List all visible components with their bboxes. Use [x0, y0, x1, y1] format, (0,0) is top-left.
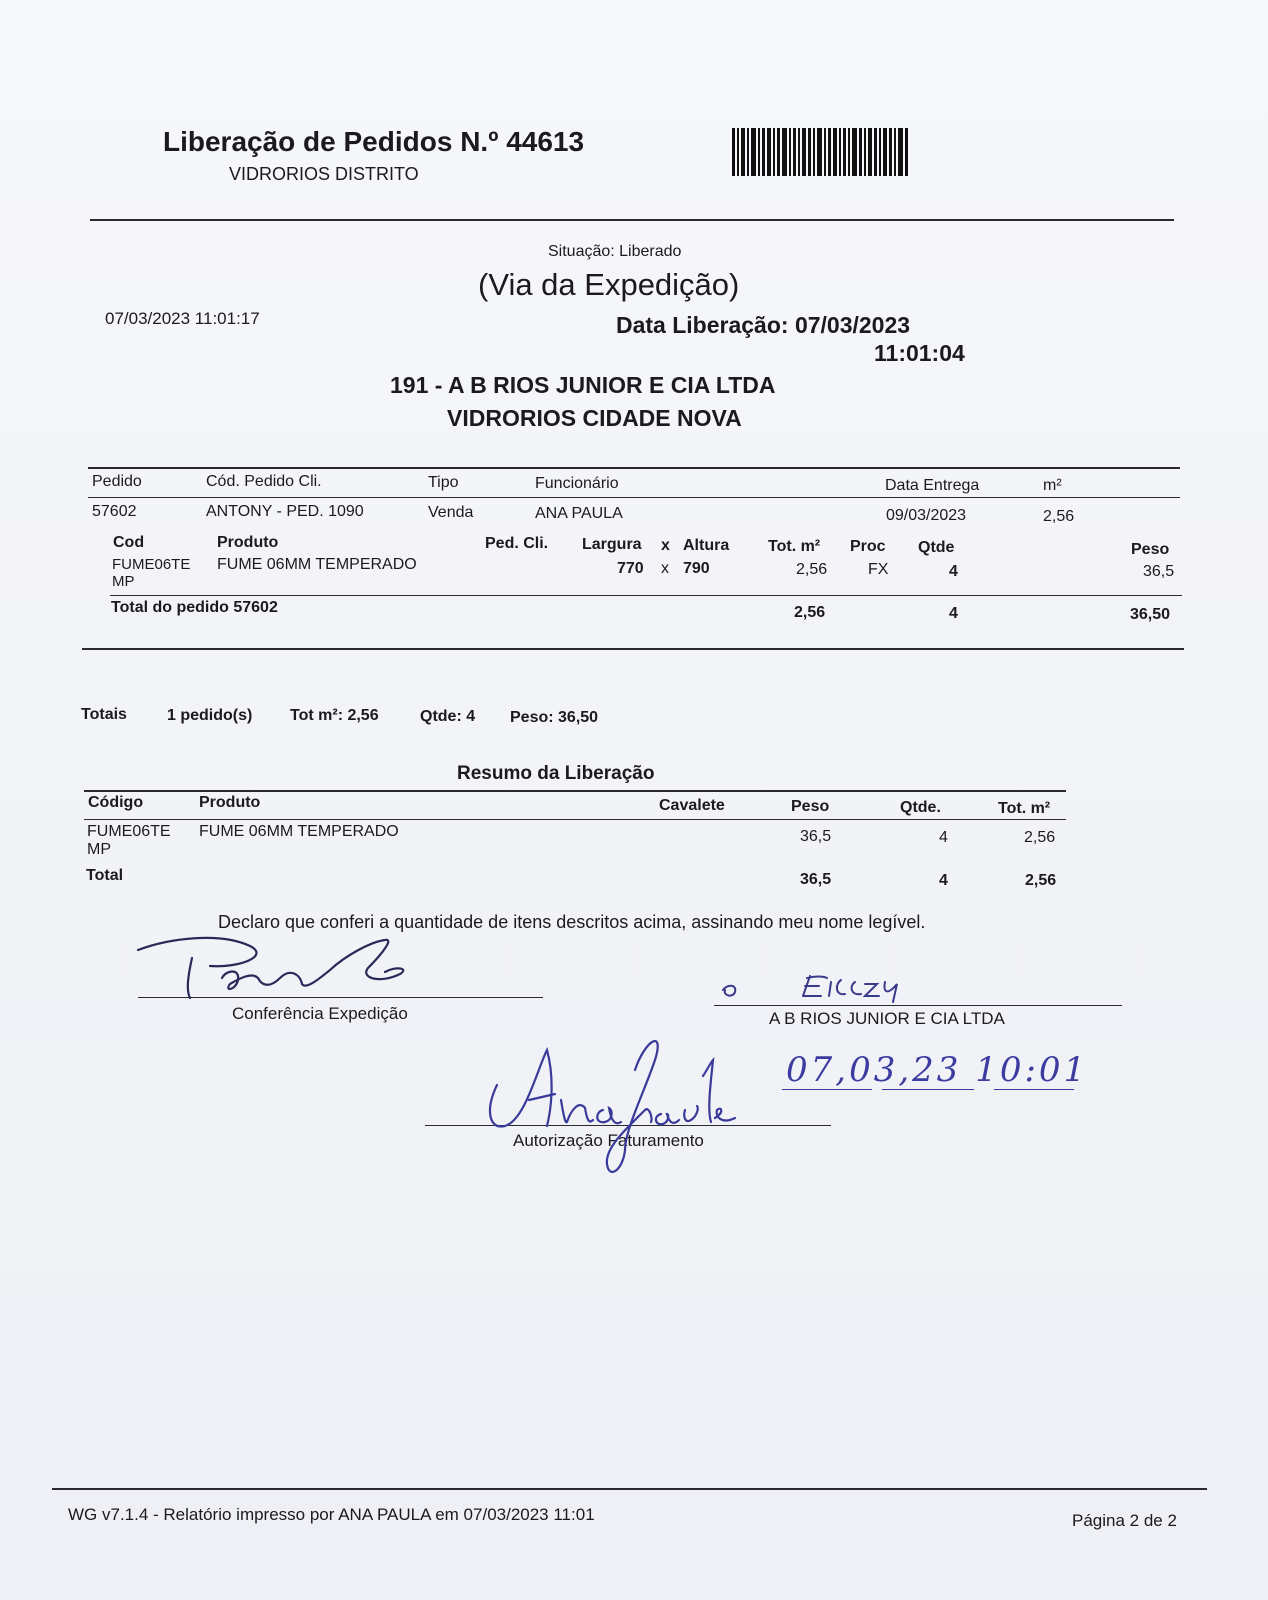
order-m2: 2,56 [1043, 508, 1075, 525]
item-largura: 770 [617, 560, 644, 577]
resumo-title: Resumo da Liberação [457, 763, 655, 784]
item-col-tot-m2: Tot. m² [768, 538, 821, 555]
document-title: Liberação de Pedidos N.º 44613 [163, 126, 585, 157]
totais-pedidos: 1 pedido(s) [167, 707, 253, 724]
footer-report-info: WG v7.1.4 - Relatório impresso por ANA PAULA em 07/03/2023 11:01 [68, 1505, 595, 1524]
order-table-header-rule [88, 497, 1180, 498]
col-cod-pedido-cli: Cód. Pedido Cli. [206, 473, 322, 490]
item-total-rule [110, 595, 1182, 596]
handwritten-signature-cliente [715, 968, 965, 1004]
order-funcionario: ANA PAULA [535, 505, 623, 522]
data-liberacao: Data Liberação: 07/03/2023 [616, 312, 911, 338]
resumo-peso: 36,5 [800, 828, 832, 845]
resumo-col-cavalete: Cavalete [659, 797, 725, 814]
item-col-altura: Altura [683, 537, 730, 554]
resumo-col-qtde: Qtde. [900, 799, 941, 816]
resumo-qtde: 4 [939, 829, 948, 846]
resumo-header-rule [84, 819, 1066, 820]
resumo-col-produto: Produto [199, 794, 261, 811]
via-label: (Via da Expedição) [478, 267, 740, 302]
handwritten-signature-expedicao [130, 928, 420, 1008]
col-pedido: Pedido [92, 473, 142, 490]
status-situacao: Situação: Liberado [548, 243, 682, 260]
col-data-entrega: Data Entrega [885, 477, 980, 494]
item-qtde: 4 [949, 563, 958, 580]
resumo-total-tot-m2: 2,56 [1025, 872, 1057, 889]
order-total-label: Total do pedido 57602 [111, 599, 278, 616]
declaration-text: Declaro que conferi a quantidade de itens descritos acima, assinando meu nome legível. [218, 912, 926, 932]
signature-label-faturamento: Autorização Faturamento [513, 1131, 704, 1150]
footer-page-number: Página 2 de 2 [1072, 1511, 1177, 1530]
item-peso: 36,5 [1143, 563, 1175, 580]
handwritten-date: 07,03,23 10:01 [786, 1050, 1089, 1090]
item-cod: FUME06TE [112, 556, 191, 573]
date-underline-2 [882, 1089, 974, 1090]
order-pedido: 57602 [92, 503, 137, 520]
item-x: x [661, 560, 669, 577]
totais-tot-m2: Tot m²: 2,56 [290, 707, 379, 724]
resumo-col-tot-m2: Tot. m² [998, 800, 1051, 817]
resumo-tot-m2: 2,56 [1024, 829, 1056, 846]
footer-rule [52, 1488, 1207, 1490]
resumo-total-peso: 36,5 [800, 871, 832, 888]
client-name: 191 - A B RIOS JUNIOR E CIA LTDA [390, 372, 776, 398]
order-table-bottom-rule [82, 648, 1184, 650]
header-divider [90, 219, 1174, 221]
resumo-total-qtde: 4 [939, 872, 948, 889]
order-total-peso: 36,50 [1130, 606, 1171, 623]
order-tipo: Venda [428, 504, 474, 521]
resumo-col-peso: Peso [791, 798, 830, 815]
col-tipo: Tipo [428, 474, 459, 491]
date-underline-3 [994, 1089, 1074, 1090]
totais-qtde: Qtde: 4 [420, 708, 476, 725]
hora-liberacao: 11:01:04 [874, 340, 965, 366]
totais-peso: Peso: 36,50 [510, 709, 599, 726]
item-col-ped-cli: Ped. Cli. [485, 535, 549, 552]
document-subtitle: VIDRORIOS DISTRITO [229, 164, 419, 184]
signature-line-cliente [714, 1005, 1122, 1006]
order-cod-pedido-cli: ANTONY - PED. 1090 [206, 503, 364, 520]
item-col-largura: Largura [582, 536, 642, 553]
item-proc: FX [868, 561, 889, 578]
item-col-peso: Peso [1131, 541, 1170, 558]
resumo-col-codigo: Código [88, 794, 144, 811]
item-col-qtde: Qtde [918, 539, 955, 556]
item-altura: 790 [683, 560, 710, 577]
item-col-x: x [661, 537, 670, 554]
handwritten-signature-faturamento [485, 1030, 745, 1185]
item-cod-cont: MP [112, 573, 135, 590]
order-total-qtde: 4 [949, 605, 958, 622]
resumo-codigo-cont: MP [87, 841, 111, 858]
col-m2: m² [1043, 477, 1062, 494]
item-col-cod: Cod [113, 534, 145, 551]
resumo-top-rule [84, 790, 1066, 792]
order-total-m2: 2,56 [794, 604, 826, 621]
resumo-total-label: Total [86, 867, 124, 884]
client-branch: VIDRORIOS CIDADE NOVA [447, 405, 742, 431]
item-tot-m2: 2,56 [796, 561, 828, 578]
signature-label-cliente: A B RIOS JUNIOR E CIA LTDA [769, 1009, 1005, 1028]
item-col-proc: Proc [850, 538, 886, 555]
resumo-produto: FUME 06MM TEMPERADO [199, 823, 399, 840]
order-table-top-rule [88, 467, 1180, 469]
signature-label-expedicao: Conferência Expedição [232, 1004, 408, 1023]
resumo-codigo: FUME06TE [87, 823, 171, 840]
barcode [732, 128, 910, 176]
item-col-produto: Produto [217, 534, 279, 551]
item-produto: FUME 06MM TEMPERADO [217, 556, 417, 573]
order-data-entrega: 09/03/2023 [886, 507, 967, 524]
totais-label: Totais [81, 706, 127, 723]
date-underline-1 [782, 1089, 872, 1090]
printed-datetime: 07/03/2023 11:01:17 [105, 309, 260, 328]
col-funcionario: Funcionário [535, 475, 619, 492]
